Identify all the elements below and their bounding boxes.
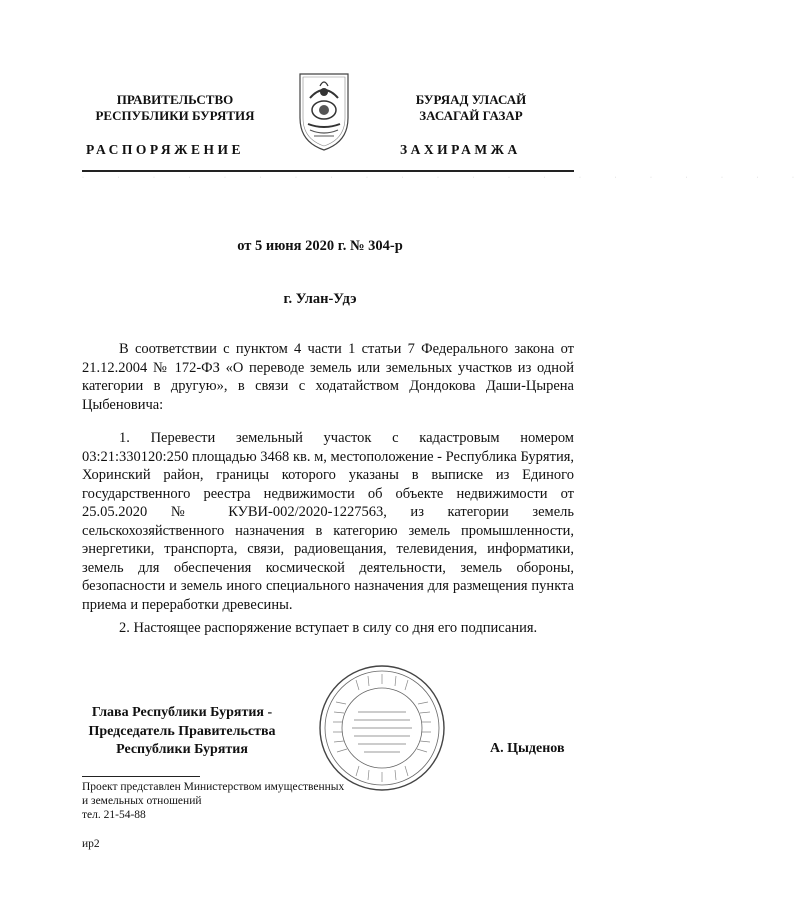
header-left-line2: РЕСПУБЛИКИ БУРЯТИЯ [95,108,255,123]
header-dotted-line: · · · · · · · · · · · · · · · · · · · · · [82,175,810,181]
signatory-name: А. Цыденов [490,741,565,756]
footer-phone: тел. 21-54-88 [82,809,146,821]
header-right-line2: ЗАСАГАЙ ГАЗАР [419,108,523,123]
item-1-paragraph: 1. Перевести земельный участок с кадастровым номером 03:21:330120:250 площадью 3468 кв. м, местоположение - Республика Бурятия, Хоринский район, границы которого указаны в выписке из Единого государственного реестра недвижимости об объекте недвижимости от 25.05.2020 № КУВИ-002/2020-1227563, из категории земель сельскохозяйственного назначения в категорию земель промышленности, энергетики, транспорта, связи, радиовещания, телевидения, информатики, земель для обеспечения космической деятельности, земель обороны, безопасности и земель иного специального назначения для размещения пункта приема и переработки древесины. [82,430,574,613]
header-left-line1: ПРАВИТЕЛЬСТВО [116,92,234,107]
doc-type-left: РАСПОРЯЖЕНИЕ [86,142,245,157]
footer-line1: Проект представлен Министерством имущественных [82,781,345,793]
header-divider [82,170,574,172]
footer-line2: и земельных отношений [82,795,202,807]
republic-of-buryatia-coat-of-arms-icon [296,68,352,154]
doc-type-right: ЗАХИРАМЖА [400,142,521,157]
intro-paragraph: В соответствии с пунктом 4 части 1 статьи 7 Федерального закона от 21.12.2004 № 172-ФЗ «О переводе земель или земельных участков из одной категории в другую», в связи с ходатайством Дондокова Даши-Цырена Цыбеновича: [82,341,574,413]
footer-note [82,780,344,822]
city: г. Улан-Удэ [283,291,357,307]
header-right [366,92,576,124]
document-code: ир2 [82,838,100,850]
footer-divider [82,776,200,777]
header-right-line1: БУРЯАД УЛАСАЙ [415,92,527,107]
header-left [70,92,280,124]
official-round-seal-icon [316,662,448,794]
signatory-title [76,704,288,760]
signatory-title-line3: Республики Бурятия [116,742,248,757]
signatory-title-line1: Глава Республики Бурятия - [91,705,273,720]
signatory-title-line2: Председатель Правительства [88,723,276,739]
date-number: от 5 июня 2020 г. № 304-р [237,238,403,254]
item-2-paragraph: 2. Настоящее распоряжение вступает в силу со дня его подписания. [119,620,538,636]
